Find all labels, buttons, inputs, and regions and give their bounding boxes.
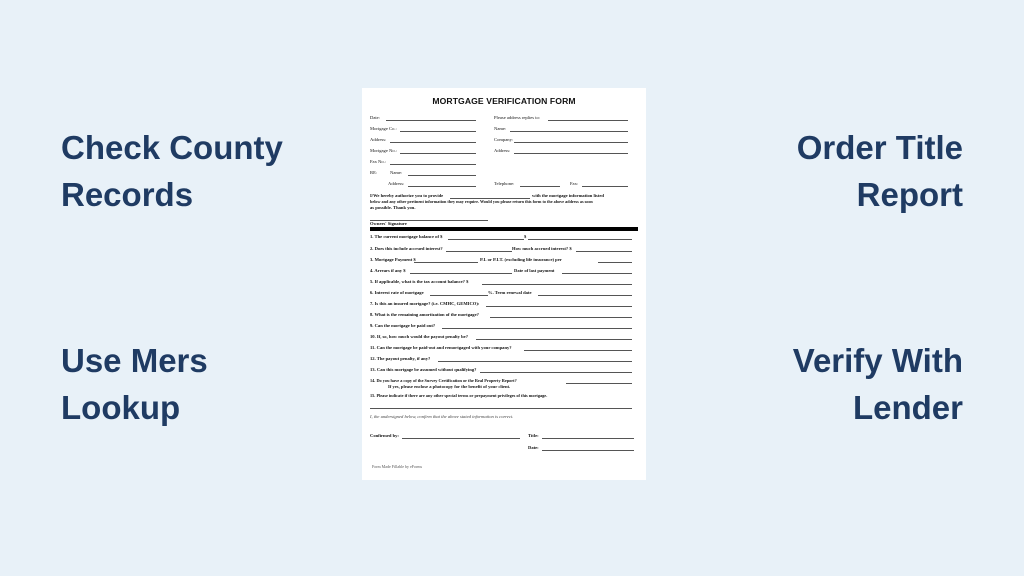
confirmed-by-label: Confirmed by: bbox=[370, 433, 399, 438]
question-14-sub: If yes, please enclose a photocopy for the benefit of your client. bbox=[388, 384, 511, 389]
question-4: 4. Arrears if any $ bbox=[370, 268, 406, 273]
field-line bbox=[390, 142, 476, 143]
field-line bbox=[408, 186, 476, 187]
field-line bbox=[438, 361, 632, 362]
question-6-extra: %. Term renewal date bbox=[488, 290, 532, 295]
field-line bbox=[510, 131, 628, 132]
field-address: Address: bbox=[370, 137, 387, 142]
form-footer: Form Made Fillable by eForms bbox=[372, 464, 422, 469]
question-3: 3. Mortgage Payment $ bbox=[370, 257, 416, 262]
field-re-name: Name: bbox=[390, 170, 403, 175]
field-reply-name: Name: bbox=[494, 126, 507, 131]
field-re-address: Address: bbox=[388, 181, 405, 186]
authorization-text: below and any other pertinent information they may require. Would you please return this form to the above address as soon bbox=[370, 199, 593, 204]
field-line bbox=[562, 273, 632, 274]
question-1: 1. The current mortgage balance of $ bbox=[370, 234, 443, 239]
field-line bbox=[576, 251, 632, 252]
question-8: 8. What is the remaining amortization of the mortgage? bbox=[370, 312, 479, 317]
field-line bbox=[442, 328, 632, 329]
question-1-dollar: $ bbox=[524, 234, 527, 239]
label-line: Order Title bbox=[796, 129, 963, 166]
question-14: 14. Do you have a copy of the Survey Certification or the Real Property Report? bbox=[370, 378, 517, 383]
field-reply-to: Please address replies to: bbox=[494, 115, 541, 120]
field-line bbox=[430, 295, 488, 296]
label-order-title-report bbox=[663, 124, 963, 218]
field-line bbox=[514, 142, 628, 143]
field-re: RE: bbox=[370, 170, 378, 175]
field-line bbox=[542, 438, 634, 439]
field-line bbox=[520, 186, 560, 187]
field-line bbox=[514, 153, 628, 154]
question-10: 10. If, so, how much would the payout penalty be? bbox=[370, 334, 469, 339]
label-line: Report bbox=[856, 176, 963, 213]
field-line bbox=[480, 372, 632, 373]
field-line bbox=[410, 273, 512, 274]
field-line bbox=[538, 295, 632, 296]
field-fax: Fax: bbox=[570, 181, 579, 186]
question-12: 12. The payout penalty, if any? bbox=[370, 356, 431, 361]
title-label: Title: bbox=[528, 433, 539, 438]
field-line bbox=[370, 408, 632, 409]
field-line bbox=[414, 262, 478, 263]
label-line: Records bbox=[61, 176, 194, 213]
field-line bbox=[542, 450, 634, 451]
question-2: 2. Does this include accrued interest? bbox=[370, 246, 443, 251]
field-line bbox=[566, 383, 632, 384]
field-line bbox=[390, 164, 476, 165]
field-line bbox=[400, 153, 476, 154]
question-2-extra: How much accrued interest? $ bbox=[512, 246, 572, 251]
label-line: Lookup bbox=[61, 389, 181, 426]
field-line bbox=[386, 120, 476, 121]
question-9: 9. Can the mortgage be paid out? bbox=[370, 323, 436, 328]
question-3-extra: P.I. or P.I.T. (excluding life insurance) per bbox=[480, 257, 562, 262]
field-line bbox=[402, 438, 520, 439]
authorization-text: I/We hereby authorize you to provide bbox=[370, 193, 444, 198]
question-6: 6. Interest rate of mortgage bbox=[370, 290, 424, 295]
field-reply-address: Address: bbox=[494, 148, 511, 153]
label-verify-with-lender bbox=[663, 337, 963, 431]
owner-signature-label: Owners' Signature bbox=[370, 221, 407, 226]
label-use-mers-lookup bbox=[61, 337, 361, 431]
field-telephone: Telephone: bbox=[494, 181, 515, 186]
field-line bbox=[548, 120, 628, 121]
date-label: Date: bbox=[528, 445, 539, 450]
label-line: Check County bbox=[61, 129, 283, 166]
field-mortgage-co: Mortgage Co.: bbox=[370, 126, 397, 131]
question-7: 7. Is this an insured mortgage? (i.e. CMHC, GEMICO): bbox=[370, 301, 480, 306]
label-line: Verify With bbox=[792, 342, 963, 379]
form-title: MORTGAGE VERIFICATION FORM bbox=[432, 96, 576, 106]
question-15: 15. Please indicate if there are any other special terms or prepayment privileges of this mortgage. bbox=[370, 393, 548, 398]
label-line: Use Mers bbox=[61, 342, 208, 379]
field-line bbox=[524, 350, 632, 351]
question-13: 13. Can this mortgage be assumed without qualifying? bbox=[370, 367, 477, 372]
divider-bar bbox=[370, 227, 638, 231]
certify-text: I, the undersigned below, confirm that the above stated information is correct. bbox=[370, 414, 514, 419]
field-date: Date: bbox=[370, 115, 380, 120]
field-line bbox=[582, 186, 628, 187]
question-11: 11. Can the mortgage be paid-out and remortgaged with your company? bbox=[370, 345, 512, 350]
field-line bbox=[482, 284, 632, 285]
field-line bbox=[448, 239, 524, 240]
authorization-text: with the mortgage information listed bbox=[532, 193, 604, 198]
field-line bbox=[528, 239, 632, 240]
field-line bbox=[486, 306, 632, 307]
field-mortgage-no: Mortgage No.: bbox=[370, 148, 398, 153]
field-company: Company: bbox=[494, 137, 514, 142]
field-fax-no: Fax No.: bbox=[370, 159, 387, 164]
field-line bbox=[490, 317, 632, 318]
field-line bbox=[598, 262, 632, 263]
field-line bbox=[408, 175, 476, 176]
question-4-extra: Date of last payment bbox=[514, 268, 555, 273]
authorization-text: as possible. Thank you. bbox=[370, 205, 416, 210]
field-line bbox=[446, 251, 512, 252]
question-5: 5. If applicable, what is the tax account balance? $ bbox=[370, 279, 469, 284]
field-line bbox=[400, 131, 476, 132]
label-line: Lender bbox=[852, 389, 963, 426]
field-line bbox=[476, 339, 632, 340]
mortgage-verification-form bbox=[362, 88, 646, 480]
label-check-county-records bbox=[61, 124, 361, 218]
